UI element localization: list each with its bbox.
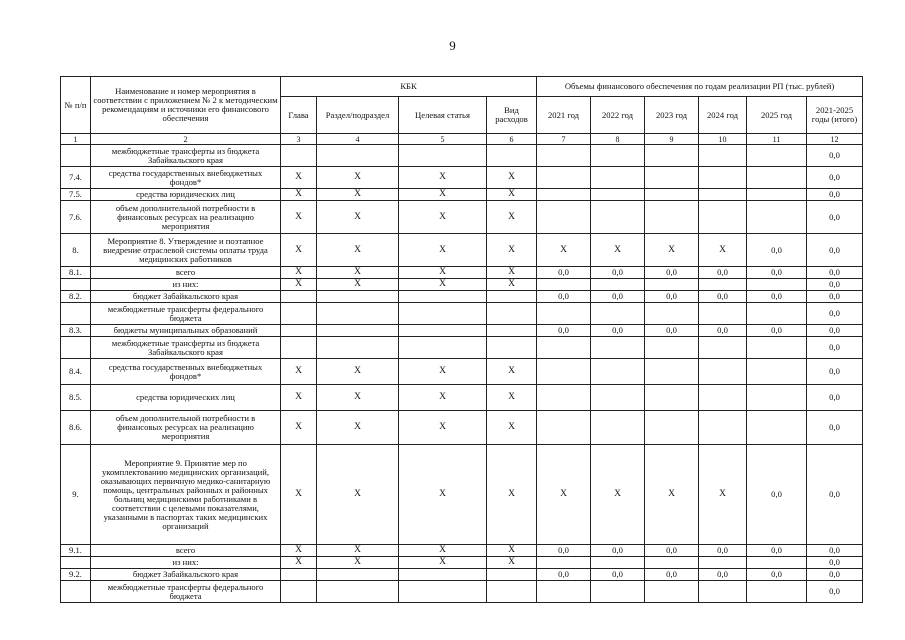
- cell-name: Мероприятие 8. Утверждение и поэтапное внедрение отраслевой системы оплаты труда медицинских работников: [91, 234, 281, 267]
- header-2025: 2025 год: [747, 97, 807, 134]
- cell-total: 0,0: [807, 325, 863, 337]
- cell-name: средства юридических лиц: [91, 385, 281, 411]
- cell-glava: [281, 569, 317, 581]
- cell-2023: X: [645, 234, 699, 267]
- cell-2025: [747, 411, 807, 445]
- cell-glava: X: [281, 201, 317, 234]
- cell-2024: 0,0: [699, 569, 747, 581]
- cell-2024: 0,0: [699, 325, 747, 337]
- cell-razdel: X: [317, 445, 399, 545]
- cell-num: [61, 145, 91, 167]
- cell-num: 7.5.: [61, 189, 91, 201]
- page-number: 9: [449, 38, 456, 53]
- cell-2023: [645, 303, 699, 325]
- cell-razdel: [317, 581, 399, 603]
- table-row: [61, 359, 863, 385]
- cell-total: 0,0: [807, 303, 863, 325]
- cell-2023: [645, 359, 699, 385]
- cell-2021: 0,0: [537, 569, 591, 581]
- cell-total: 0,0: [807, 279, 863, 291]
- cell-glava: [281, 581, 317, 603]
- cell-glava: [281, 291, 317, 303]
- cell-2022: 0,0: [591, 291, 645, 303]
- cell-glava: X: [281, 267, 317, 279]
- cell-2025: 0,0: [747, 325, 807, 337]
- cell-2024: [699, 411, 747, 445]
- col-number: 3: [281, 134, 317, 145]
- cell-razdel: X: [317, 359, 399, 385]
- cell-target: X: [399, 557, 487, 569]
- cell-num: 8.2.: [61, 291, 91, 303]
- table-row: [61, 145, 863, 167]
- cell-num: 9.: [61, 445, 91, 545]
- cell-vid: [487, 337, 537, 359]
- header-name: Наименование и номер мероприятия в соответствии с приложением № 2 к методическим рекомендациям и источники его финансового обеспечения: [91, 77, 281, 134]
- col-number: 5: [399, 134, 487, 145]
- cell-target: X: [399, 445, 487, 545]
- cell-2022: [591, 385, 645, 411]
- cell-2023: [645, 557, 699, 569]
- cell-2021: [537, 411, 591, 445]
- header-razdel: Раздел/подраздел: [317, 97, 399, 134]
- cell-num: 7.6.: [61, 201, 91, 234]
- cell-glava: X: [281, 359, 317, 385]
- cell-vid: [487, 291, 537, 303]
- cell-name: из них:: [91, 279, 281, 291]
- cell-glava: [281, 145, 317, 167]
- cell-num: 9.2.: [61, 569, 91, 581]
- cell-2021: [537, 303, 591, 325]
- cell-target: [399, 569, 487, 581]
- header-vid: Вид расходов: [487, 97, 537, 134]
- cell-2022: 0,0: [591, 325, 645, 337]
- table-row: [61, 569, 863, 581]
- cell-2022: X: [591, 445, 645, 545]
- col-number: 9: [645, 134, 699, 145]
- cell-2021: [537, 279, 591, 291]
- cell-name: межбюджетные трансферты из бюджета Забайкальского края: [91, 145, 281, 167]
- cell-2021: [537, 557, 591, 569]
- cell-2021: 0,0: [537, 545, 591, 557]
- table-row: [61, 557, 863, 569]
- cell-2022: 0,0: [591, 267, 645, 279]
- cell-2023: 0,0: [645, 325, 699, 337]
- cell-2021: [537, 167, 591, 189]
- cell-2021: [537, 201, 591, 234]
- cell-2025: [747, 167, 807, 189]
- cell-name: объем дополнительной потребности в финансовых ресурсах на реализацию мероприятия: [91, 201, 281, 234]
- cell-2021: [537, 145, 591, 167]
- cell-2024: [699, 581, 747, 603]
- cell-target: [399, 291, 487, 303]
- cell-total: 0,0: [807, 189, 863, 201]
- cell-2024: 0,0: [699, 291, 747, 303]
- cell-glava: X: [281, 445, 317, 545]
- cell-2023: 0,0: [645, 267, 699, 279]
- cell-target: X: [399, 279, 487, 291]
- cell-2021: 0,0: [537, 325, 591, 337]
- cell-2023: [645, 167, 699, 189]
- cell-razdel: [317, 337, 399, 359]
- cell-total: 0,0: [807, 167, 863, 189]
- cell-vid: [487, 569, 537, 581]
- cell-name: объем дополнительной потребности в финансовых ресурсах на реализацию мероприятия: [91, 411, 281, 445]
- cell-2024: X: [699, 234, 747, 267]
- cell-name: средства юридических лиц: [91, 189, 281, 201]
- cell-total: 0,0: [807, 145, 863, 167]
- cell-name: средства государственных внебюджетных фондов*: [91, 359, 281, 385]
- col-number: 11: [747, 134, 807, 145]
- cell-2024: [699, 557, 747, 569]
- cell-2022: [591, 581, 645, 603]
- cell-2023: [645, 189, 699, 201]
- cell-2021: [537, 359, 591, 385]
- cell-razdel: X: [317, 279, 399, 291]
- table-row: [61, 189, 863, 201]
- cell-target: X: [399, 234, 487, 267]
- financing-table: [60, 76, 863, 603]
- cell-razdel: X: [317, 557, 399, 569]
- header-total: 2021-2025 годы (итого): [807, 97, 863, 134]
- cell-razdel: X: [317, 267, 399, 279]
- cell-target: [399, 145, 487, 167]
- cell-2025: 0,0: [747, 234, 807, 267]
- cell-2022: [591, 557, 645, 569]
- cell-2022: [591, 411, 645, 445]
- cell-2021: 0,0: [537, 291, 591, 303]
- cell-vid: X: [487, 167, 537, 189]
- header-2023: 2023 год: [645, 97, 699, 134]
- col-number: 6: [487, 134, 537, 145]
- cell-vid: [487, 145, 537, 167]
- cell-2023: [645, 201, 699, 234]
- cell-2022: [591, 303, 645, 325]
- cell-2025: 0,0: [747, 267, 807, 279]
- cell-glava: X: [281, 167, 317, 189]
- cell-razdel: X: [317, 201, 399, 234]
- cell-razdel: X: [317, 411, 399, 445]
- cell-glava: X: [281, 545, 317, 557]
- cell-2025: [747, 557, 807, 569]
- cell-vid: X: [487, 267, 537, 279]
- cell-num: [61, 557, 91, 569]
- cell-name: всего: [91, 545, 281, 557]
- cell-2025: [747, 279, 807, 291]
- cell-razdel: [317, 325, 399, 337]
- table-row: [61, 167, 863, 189]
- cell-num: 8.4.: [61, 359, 91, 385]
- cell-2022: [591, 201, 645, 234]
- cell-target: X: [399, 411, 487, 445]
- cell-total: 0,0: [807, 291, 863, 303]
- cell-name: межбюджетные трансферты федерального бюджета: [91, 581, 281, 603]
- cell-vid: X: [487, 279, 537, 291]
- cell-2025: [747, 385, 807, 411]
- cell-name: средства государственных внебюджетных фондов*: [91, 167, 281, 189]
- column-number-row: [61, 134, 863, 145]
- cell-2025: 0,0: [747, 545, 807, 557]
- cell-total: 0,0: [807, 411, 863, 445]
- cell-2021: X: [537, 234, 591, 267]
- col-number: 2: [91, 134, 281, 145]
- cell-target: [399, 581, 487, 603]
- cell-total: 0,0: [807, 337, 863, 359]
- header-volumes: Объемы финансового обеспечения по годам реализации РП (тыс. рублей): [537, 77, 863, 97]
- cell-2023: 0,0: [645, 545, 699, 557]
- cell-num: [61, 337, 91, 359]
- cell-2021: [537, 337, 591, 359]
- cell-num: [61, 581, 91, 603]
- cell-2021: 0,0: [537, 267, 591, 279]
- cell-razdel: [317, 303, 399, 325]
- header-glava: Глава: [281, 97, 317, 134]
- cell-target: X: [399, 267, 487, 279]
- cell-num: 7.4.: [61, 167, 91, 189]
- cell-2025: [747, 201, 807, 234]
- cell-2022: [591, 167, 645, 189]
- cell-2021: [537, 189, 591, 201]
- table-row: [61, 234, 863, 267]
- col-number: 4: [317, 134, 399, 145]
- cell-num: 8.5.: [61, 385, 91, 411]
- cell-razdel: X: [317, 234, 399, 267]
- header-num: № п/п: [61, 77, 91, 134]
- cell-total: 0,0: [807, 385, 863, 411]
- cell-2023: [645, 337, 699, 359]
- cell-total: 0,0: [807, 359, 863, 385]
- cell-name: из них:: [91, 557, 281, 569]
- table-row: [61, 303, 863, 325]
- cell-vid: X: [487, 445, 537, 545]
- cell-vid: X: [487, 359, 537, 385]
- cell-2022: [591, 145, 645, 167]
- cell-2024: 0,0: [699, 545, 747, 557]
- cell-num: 8.1.: [61, 267, 91, 279]
- table-row: [61, 445, 863, 545]
- col-number: 7: [537, 134, 591, 145]
- header-2024: 2024 год: [699, 97, 747, 134]
- header-2022: 2022 год: [591, 97, 645, 134]
- cell-num: 8.: [61, 234, 91, 267]
- cell-2023: [645, 279, 699, 291]
- table-row: [61, 411, 863, 445]
- cell-2023: 0,0: [645, 569, 699, 581]
- cell-2025: [747, 337, 807, 359]
- cell-glava: X: [281, 385, 317, 411]
- cell-total: 0,0: [807, 545, 863, 557]
- cell-vid: X: [487, 234, 537, 267]
- table-row: [61, 581, 863, 603]
- cell-glava: X: [281, 279, 317, 291]
- cell-num: 9.1.: [61, 545, 91, 557]
- cell-2025: [747, 303, 807, 325]
- cell-target: X: [399, 385, 487, 411]
- cell-total: 0,0: [807, 234, 863, 267]
- cell-total: 0,0: [807, 201, 863, 234]
- cell-name: Мероприятие 9. Принятие мер по укомплектованию медицинских организаций, оказывающих первичную медико-санитарную помощь, центральных районных и районных больниц медицинскими работниками в соответствии с целевыми показателями, указанными в паспортах таких медицинских организаций: [91, 445, 281, 545]
- table-row: [61, 201, 863, 234]
- cell-target: X: [399, 189, 487, 201]
- col-number: 12: [807, 134, 863, 145]
- cell-2022: X: [591, 234, 645, 267]
- cell-2024: [699, 337, 747, 359]
- cell-2021: X: [537, 445, 591, 545]
- cell-2024: [699, 359, 747, 385]
- cell-total: 0,0: [807, 557, 863, 569]
- cell-name: всего: [91, 267, 281, 279]
- cell-total: 0,0: [807, 267, 863, 279]
- cell-glava: [281, 303, 317, 325]
- cell-target: X: [399, 359, 487, 385]
- col-number: 8: [591, 134, 645, 145]
- cell-2024: [699, 167, 747, 189]
- cell-target: X: [399, 545, 487, 557]
- header-target: Целевая статья: [399, 97, 487, 134]
- cell-2022: [591, 337, 645, 359]
- col-number: 1: [61, 134, 91, 145]
- cell-2024: [699, 189, 747, 201]
- cell-num: [61, 303, 91, 325]
- table-row: [61, 545, 863, 557]
- cell-razdel: X: [317, 189, 399, 201]
- cell-target: X: [399, 201, 487, 234]
- cell-glava: X: [281, 234, 317, 267]
- table-row: [61, 279, 863, 291]
- cell-2024: 0,0: [699, 267, 747, 279]
- cell-name: бюджет Забайкальского края: [91, 291, 281, 303]
- cell-total: 0,0: [807, 445, 863, 545]
- cell-vid: [487, 581, 537, 603]
- cell-razdel: X: [317, 167, 399, 189]
- cell-razdel: [317, 569, 399, 581]
- cell-2021: [537, 581, 591, 603]
- cell-razdel: X: [317, 545, 399, 557]
- cell-2024: X: [699, 445, 747, 545]
- cell-2025: [747, 145, 807, 167]
- cell-vid: [487, 303, 537, 325]
- cell-2025: 0,0: [747, 291, 807, 303]
- cell-name: бюджеты муниципальных образований: [91, 325, 281, 337]
- cell-2025: 0,0: [747, 569, 807, 581]
- header-kbk: КБК: [281, 77, 537, 97]
- cell-target: [399, 325, 487, 337]
- cell-name: межбюджетные трансферты из бюджета Забайкальского края: [91, 337, 281, 359]
- cell-name: бюджет Забайкальского края: [91, 569, 281, 581]
- cell-target: [399, 337, 487, 359]
- cell-vid: X: [487, 385, 537, 411]
- cell-target: [399, 303, 487, 325]
- cell-razdel: [317, 291, 399, 303]
- table-row: [61, 267, 863, 279]
- cell-2022: 0,0: [591, 569, 645, 581]
- cell-vid: X: [487, 557, 537, 569]
- cell-2025: [747, 581, 807, 603]
- cell-2023: 0,0: [645, 291, 699, 303]
- cell-2024: [699, 145, 747, 167]
- cell-2025: [747, 189, 807, 201]
- cell-2025: 0,0: [747, 445, 807, 545]
- table-row: [61, 291, 863, 303]
- cell-vid: X: [487, 201, 537, 234]
- cell-2024: [699, 279, 747, 291]
- cell-2023: X: [645, 445, 699, 545]
- cell-2023: [645, 385, 699, 411]
- cell-2022: 0,0: [591, 545, 645, 557]
- cell-vid: X: [487, 545, 537, 557]
- cell-2023: [645, 411, 699, 445]
- table-row: [61, 325, 863, 337]
- cell-2022: [591, 359, 645, 385]
- cell-2025: [747, 359, 807, 385]
- header-2021: 2021 год: [537, 97, 591, 134]
- cell-total: 0,0: [807, 569, 863, 581]
- cell-vid: X: [487, 189, 537, 201]
- cell-2022: [591, 279, 645, 291]
- cell-glava: X: [281, 411, 317, 445]
- cell-target: X: [399, 167, 487, 189]
- cell-vid: X: [487, 411, 537, 445]
- table-row: [61, 385, 863, 411]
- cell-2022: [591, 189, 645, 201]
- cell-glava: X: [281, 189, 317, 201]
- cell-2021: [537, 385, 591, 411]
- cell-razdel: [317, 145, 399, 167]
- cell-num: [61, 279, 91, 291]
- cell-2024: [699, 303, 747, 325]
- cell-2024: [699, 385, 747, 411]
- cell-2024: [699, 201, 747, 234]
- cell-glava: [281, 325, 317, 337]
- cell-razdel: X: [317, 385, 399, 411]
- cell-2023: [645, 581, 699, 603]
- cell-num: 8.6.: [61, 411, 91, 445]
- col-number: 10: [699, 134, 747, 145]
- table-row: [61, 337, 863, 359]
- cell-glava: [281, 337, 317, 359]
- cell-glava: X: [281, 557, 317, 569]
- cell-num: 8.3.: [61, 325, 91, 337]
- cell-2023: [645, 145, 699, 167]
- cell-name: межбюджетные трансферты федерального бюджета: [91, 303, 281, 325]
- cell-vid: [487, 325, 537, 337]
- cell-total: 0,0: [807, 581, 863, 603]
